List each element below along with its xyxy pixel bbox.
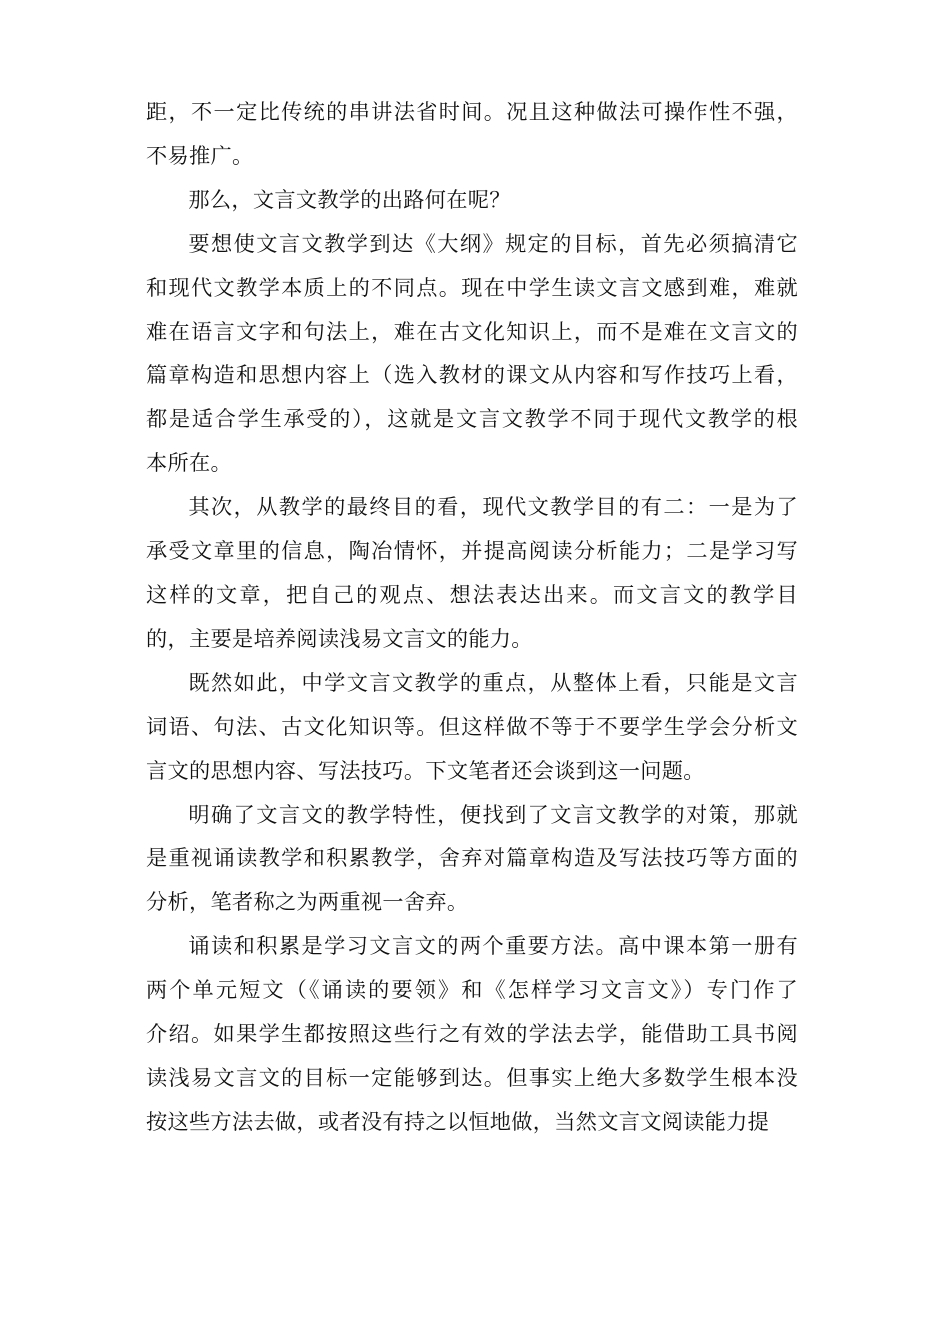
text-line: 都是适合学生承受的），这就是文言文教学不同于现代文教学的根 — [146, 406, 798, 432]
text-line: 是重视诵读教学和积累教学，舍弃对篇章构造及写法技巧等方面的 — [146, 845, 798, 871]
text-line: 要想使文言文教学到达《大纲》规定的目标，首先必须搞清它 — [188, 230, 798, 256]
paragraph — [146, 485, 798, 661]
body-text — [146, 90, 798, 1144]
text-line: 言文的思想内容、写法技巧。下文笔者还会谈到这一问题。 — [146, 757, 705, 783]
paragraph — [146, 661, 798, 793]
paragraph — [146, 90, 798, 178]
text-line: 和现代文教学本质上的不同点。现在中学生读文言文感到难，难就 — [146, 274, 798, 300]
text-line: 其次，从教学的最终目的看，现代文教学目的有二：一是为了 — [188, 494, 798, 520]
paragraph — [146, 178, 798, 222]
text-line: 这样的文章，把自己的观点、想法表达出来。而文言文的教学目 — [146, 581, 798, 607]
text-line: 介绍。如果学生都按照这些行之有效的学法去学，能借助工具书阅 — [146, 1021, 798, 1047]
text-line: 明确了文言文的教学特性，便找到了文言文教学的对策，那就 — [188, 801, 798, 827]
text-line: 篇章构造和思想内容上（选入教材的课文从内容和写作技巧上看， — [146, 362, 798, 388]
text-line: 承受文章里的信息，陶冶情怀，并提高阅读分析能力；二是学习写 — [146, 538, 798, 564]
text-line: 诵读和积累是学习文言文的两个重要方法。高中课本第一册有 — [188, 933, 798, 959]
text-line: 那么，文言文教学的出路何在呢？ — [188, 186, 511, 212]
text-line: 本所在。 — [146, 450, 232, 476]
text-line: 两个单元短文（《诵读的要领》和《怎样学习文言文》）专门作了 — [146, 977, 798, 1003]
text-line: 的，主要是培养阅读浅易文言文的能力。 — [146, 625, 533, 651]
text-line: 难在语言文字和句法上，难在古文化知识上，而不是难在文言文的 — [146, 318, 798, 344]
paragraph — [146, 222, 798, 485]
text-line: 分析，笔者称之为两重视一舍弃。 — [146, 889, 469, 915]
text-line: 按这些方法去做，或者没有持之以恒地做，当然文言文阅读能力提 — [146, 1108, 770, 1134]
paragraph — [146, 793, 798, 925]
paragraph — [146, 924, 798, 1144]
text-line: 距，不一定比传统的串讲法省时间。况且这种做法可操作性不强， — [146, 99, 798, 124]
text-line: 词语、句法、古文化知识等。但这样做不等于不要学生学会分析文 — [146, 713, 798, 739]
text-line: 读浅易文言文的目标一定能够到达。但事实上绝大多数学生根本没 — [146, 1064, 798, 1090]
text-line: 既然如此，中学文言文教学的重点，从整体上看，只能是文言 — [188, 669, 798, 695]
text-line: 不易推广。 — [146, 142, 254, 168]
